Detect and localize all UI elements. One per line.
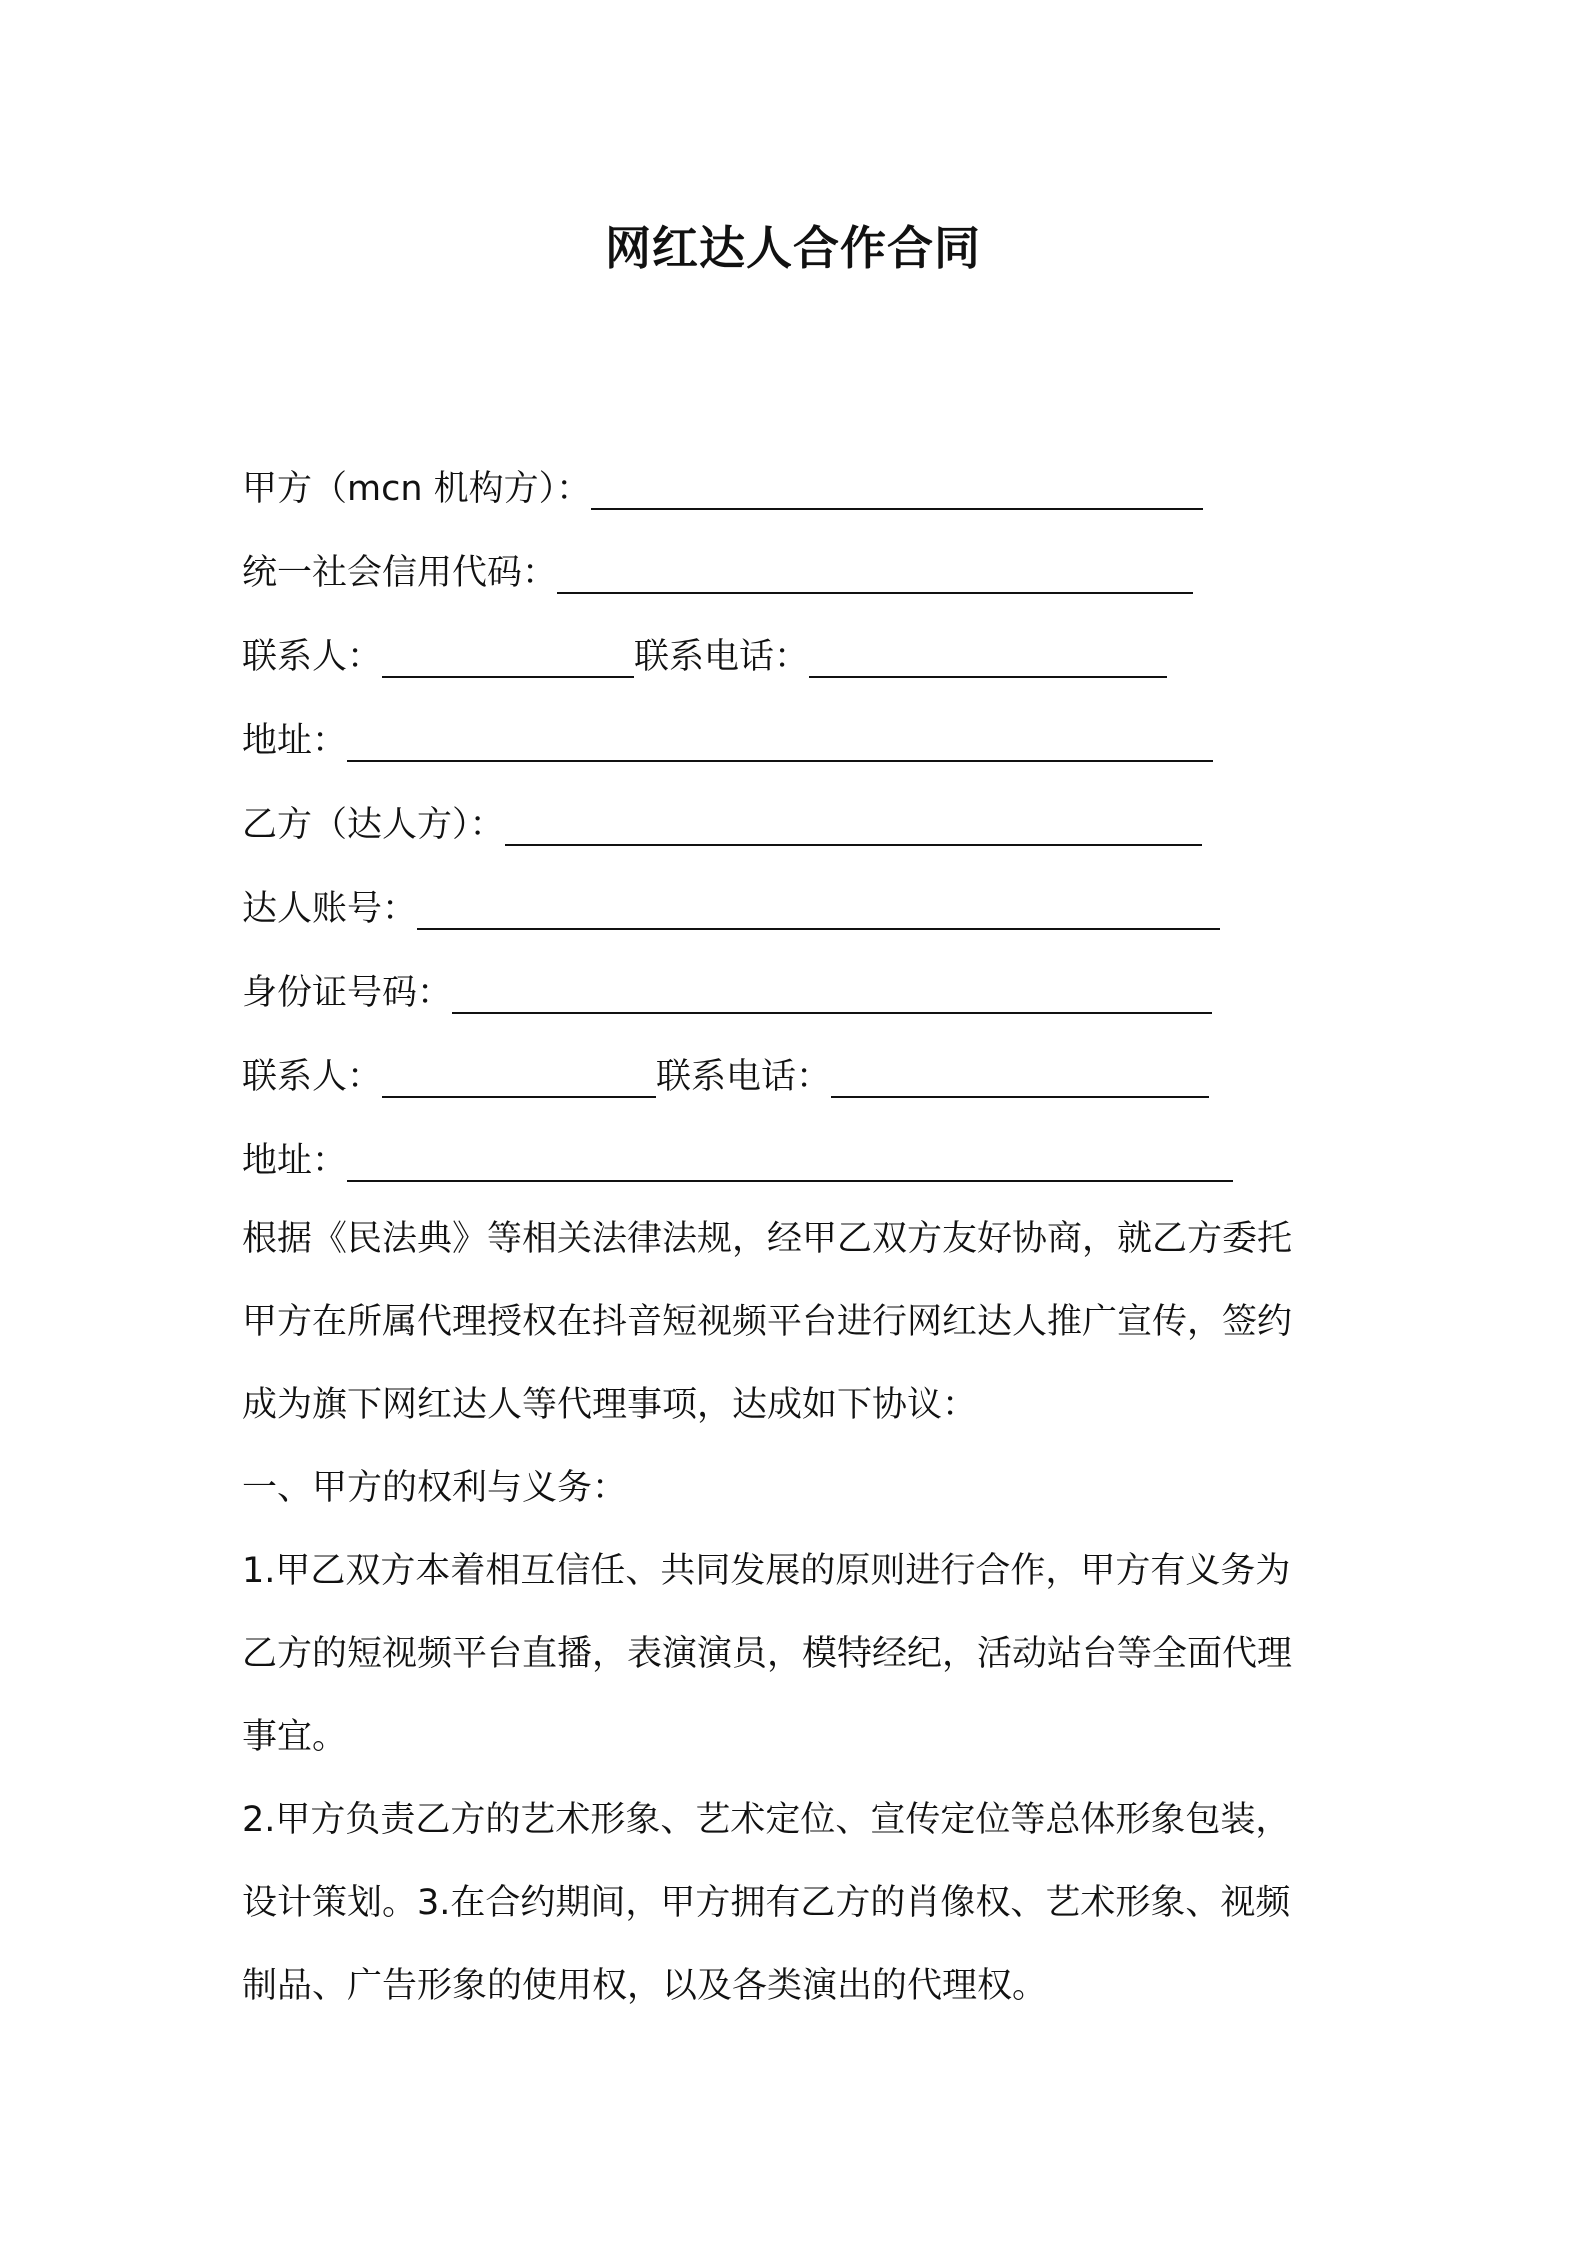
party-a-contact-blank[interactable]: [382, 632, 634, 678]
party-a-phone-label: 联系电话：: [634, 637, 810, 677]
party-b-address-field: [242, 1126, 1233, 1186]
party-a-name-label: 甲方（mcn 机构方）：: [242, 469, 592, 509]
party-a-name-field: [242, 454, 1203, 514]
party-a-credit-code-field: [242, 538, 1193, 598]
party-b-account-label: 达人账号：: [242, 889, 418, 929]
clause-1-line: 乙方的短视频平台直播，表演演员，模特经纪，活动站台等全面代理: [242, 1634, 1293, 1674]
clause-2-line: 设计策划。3.在合约期间，甲方拥有乙方的肖像权、艺术形象、视频: [242, 1883, 1291, 1923]
preamble-line: 成为旗下网红达人等代理事项，达成如下协议：: [242, 1385, 978, 1425]
party-b-account-field: [242, 874, 1220, 934]
party-b-account-blank[interactable]: [417, 884, 1220, 930]
party-b-phone-label: 联系电话：: [656, 1057, 832, 1097]
party-a-credit-code-label: 统一社会信用代码：: [242, 553, 558, 593]
party-b-id-field: [242, 958, 1212, 1018]
party-a-address-field: [242, 706, 1213, 766]
party-a-address-blank[interactable]: [347, 716, 1213, 762]
contract-body: [242, 1198, 1362, 2028]
party-b-id-blank[interactable]: [452, 968, 1212, 1014]
preamble-line: 甲方在所属代理授权在抖音短视频平台进行网红达人推广宣传，签约: [242, 1302, 1293, 1342]
clause-1-line: 1.甲乙双方本着相互信任、共同发展的原则进行合作，甲方有义务为: [242, 1551, 1291, 1591]
party-b-name-field: [242, 790, 1202, 850]
party-b-name-blank[interactable]: [505, 800, 1202, 846]
section-1-heading: 一、甲方的权利与义务：: [242, 1468, 628, 1508]
party-a-address-label: 地址：: [242, 721, 348, 761]
party-b-contact-row: [242, 1042, 1209, 1102]
party-b-name-label: 乙方（达人方）：: [242, 805, 505, 845]
preamble-line: 根据《民法典》等相关法律法规，经甲乙双方友好协商，就乙方委托: [242, 1219, 1293, 1259]
party-a-name-blank[interactable]: [591, 464, 1203, 510]
party-b-contact-blank[interactable]: [382, 1052, 656, 1098]
clause-2-line: 制品、广告形象的使用权，以及各类演出的代理权。: [242, 1966, 1048, 2006]
party-a-contact-row: [242, 622, 1167, 682]
party-b-phone-blank[interactable]: [831, 1052, 1209, 1098]
party-a-contact-label: 联系人：: [242, 637, 383, 677]
document-title: 网红达人合作合同: [605, 221, 981, 275]
party-b-id-label: 身份证号码：: [242, 973, 453, 1013]
party-b-contact-label: 联系人：: [242, 1057, 383, 1097]
clause-2-line: 2.甲方负责乙方的艺术形象、艺术定位、宣传定位等总体形象包装，: [242, 1800, 1291, 1840]
party-a-credit-code-blank[interactable]: [557, 548, 1193, 594]
party-a-phone-blank[interactable]: [809, 632, 1167, 678]
party-b-address-blank[interactable]: [347, 1136, 1233, 1182]
party-b-address-label: 地址：: [242, 1141, 348, 1181]
clause-1-line: 事宜。: [242, 1717, 348, 1757]
